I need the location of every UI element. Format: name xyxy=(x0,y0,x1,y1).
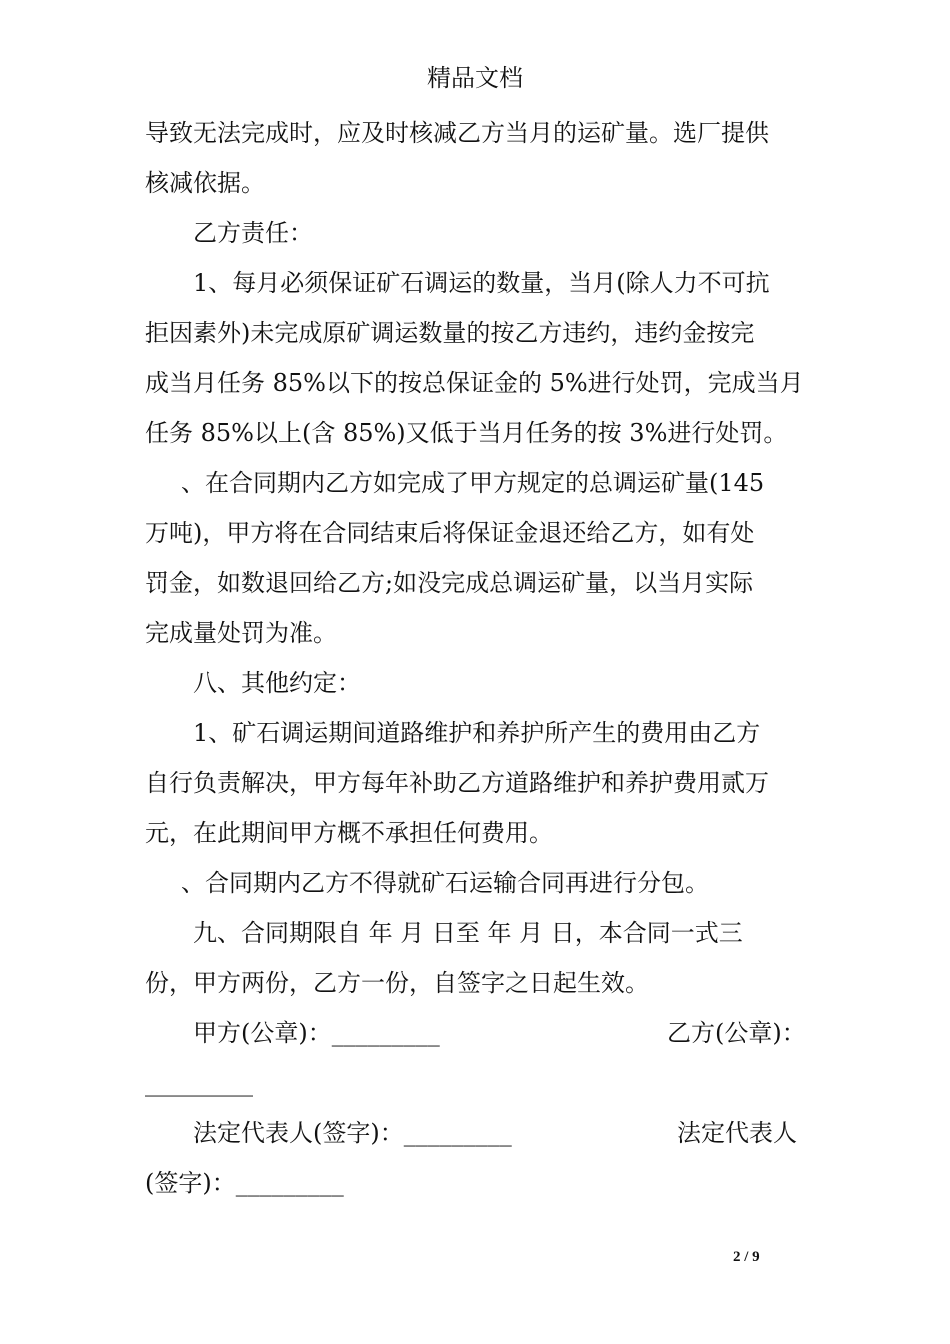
section-heading: 八、其他约定： xyxy=(193,669,361,697)
page-number: 2 / 9 xyxy=(733,1249,760,1265)
paragraph-line: 万吨)，甲方将在合同结束后将保证金退还给乙方，如有处 xyxy=(145,519,755,547)
paragraph-line: 核减依据。 xyxy=(145,169,265,197)
representative-b-label: 法定代表人 xyxy=(677,1119,797,1147)
section-heading: 乙方责任： xyxy=(193,219,313,247)
paragraph-line: 元，在此期间甲方概不承担任何费用。 xyxy=(145,819,553,847)
representative-a-signature: 法定代表人(签字)：_________ xyxy=(193,1119,512,1147)
representative-b-signature: (签字)：_________ xyxy=(145,1169,344,1197)
paragraph-line: 1、矿石调运期间道路维护和养护所产生的费用由乙方 xyxy=(193,719,761,747)
paragraph-line: 完成量处罚为准。 xyxy=(145,619,337,647)
page-header: 精品文档 xyxy=(427,64,523,92)
party-b-seal-blank: _________ xyxy=(145,1069,253,1097)
paragraph-line: 导致无法完成时，应及时核减乙方当月的运矿量。选厂提供 xyxy=(145,119,769,147)
paragraph-line: 、合同期内乙方不得就矿石运输合同再进行分包。 xyxy=(181,869,709,897)
paragraph-line: 自行负责解决，甲方每年补助乙方道路维护和养护费用贰万 xyxy=(145,769,769,797)
paragraph-line: 、在合同期内乙方如完成了甲方规定的总调运矿量(145 xyxy=(181,469,765,497)
party-b-seal: 乙方(公章)： xyxy=(667,1019,806,1047)
paragraph-line: 任务 85%以上(含 85%)又低于当月任务的按 3%进行处罚。 xyxy=(145,419,788,447)
paragraph-line: 拒因素外)未完成原矿调运数量的按乙方违约，违约金按完 xyxy=(145,319,755,347)
paragraph-line: 罚金，如数退回给乙方;如没完成总调运矿量，以当月实际 xyxy=(145,569,754,597)
party-a-seal: 甲方(公章)：_________ xyxy=(193,1019,440,1047)
paragraph-line: 1、每月必须保证矿石调运的数量，当月(除人力不可抗 xyxy=(193,269,770,297)
paragraph-line: 九、合同期限自 年 月 日至 年 月 日，本合同一式三 xyxy=(193,919,743,947)
paragraph-line: 成当月任务 85%以下的按总保证金的 5%进行处罚，完成当月 xyxy=(145,369,804,397)
paragraph-line: 份，甲方两份，乙方一份，自签字之日起生效。 xyxy=(145,969,649,997)
